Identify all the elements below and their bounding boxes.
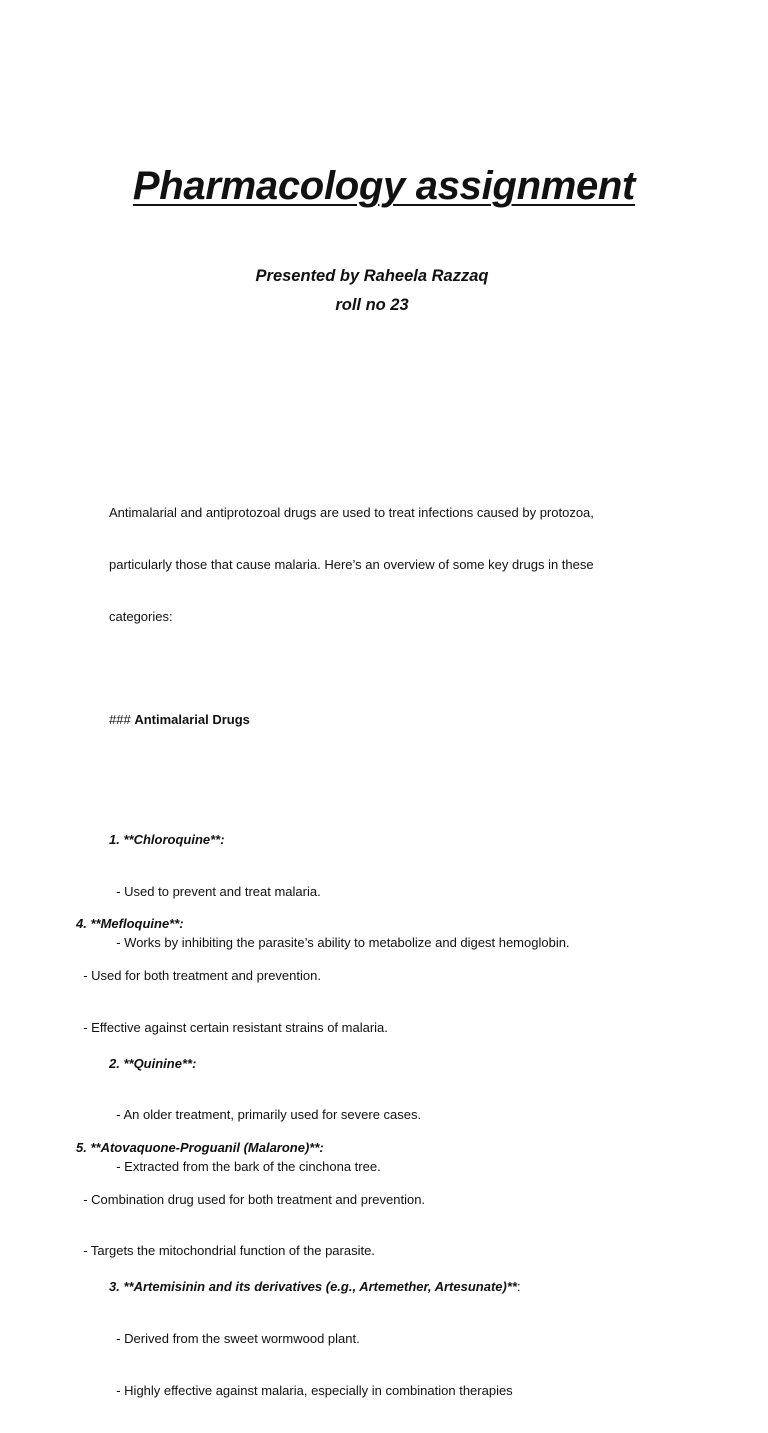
drug-heading-atovaquone-proguanil: 5. **Atovaquone-Proguanil (Malarone)**: [76,1139,324,1155]
drug-point: - Targets the mitochondrial function of the parasite. [76,1243,375,1259]
drug-point: - Effective against certain resistant strains of malaria. [76,1019,388,1035]
presenter-line: Presented by Raheela Razzaq [255,267,489,285]
drug-point: - Combination drug used for both treatment and prevention. [76,1191,426,1207]
drug-point: - An older treatment, primarily used for severe cases. [109,1107,422,1123]
drug-point: - Highly effective against malaria, especially in combination therapies [109,1382,513,1398]
roll-number: roll no 23 [335,296,409,314]
drug-heading-artemisinin-text: 3. **Artemisinin and its derivatives (e.g., Artemether, Artesunate)** [109,1279,517,1295]
intro-line: categories: [109,608,173,624]
section-heading-prefix: ### [109,711,135,727]
drug-heading-mefloquine: 4. **Mefloquine**: [76,916,184,932]
drug-point: - Used for both treatment and prevention. [76,968,321,983]
drug-point: - Used to prevent and treat malaria. [109,883,321,899]
drug-point: - Extracted from the bark of the cinchona tree. [109,1158,381,1174]
intro-line: Antimalarial and antiprotozoal drugs are used to treat infections caused by protozoa, [109,505,594,521]
blank-line [109,762,594,779]
drug-point: - Derived from the sweet wormwood plant. [109,1330,360,1346]
intro-line: particularly those that cause malaria. Here’s an overview of some key drugs in these [109,557,594,572]
content-block-2 [76,881,425,1294]
section-heading [109,711,594,728]
drug-heading-quinine: 2. **Quinine**: [109,1055,197,1071]
page-title: Pharmacology assignment [132,164,636,208]
blank-line [76,1070,425,1087]
drug-heading-artemisinin-suffix: : [516,1279,521,1295]
drug-heading-chloroquine: 1. **Chloroquine**: [109,832,225,848]
blank-line [109,659,594,676]
section-heading-text: Antimalarial Drugs [134,711,250,727]
drug-point: - Works by inhibiting the parasite’s ability to metabolize and digest hemoglobin. [109,935,570,951]
